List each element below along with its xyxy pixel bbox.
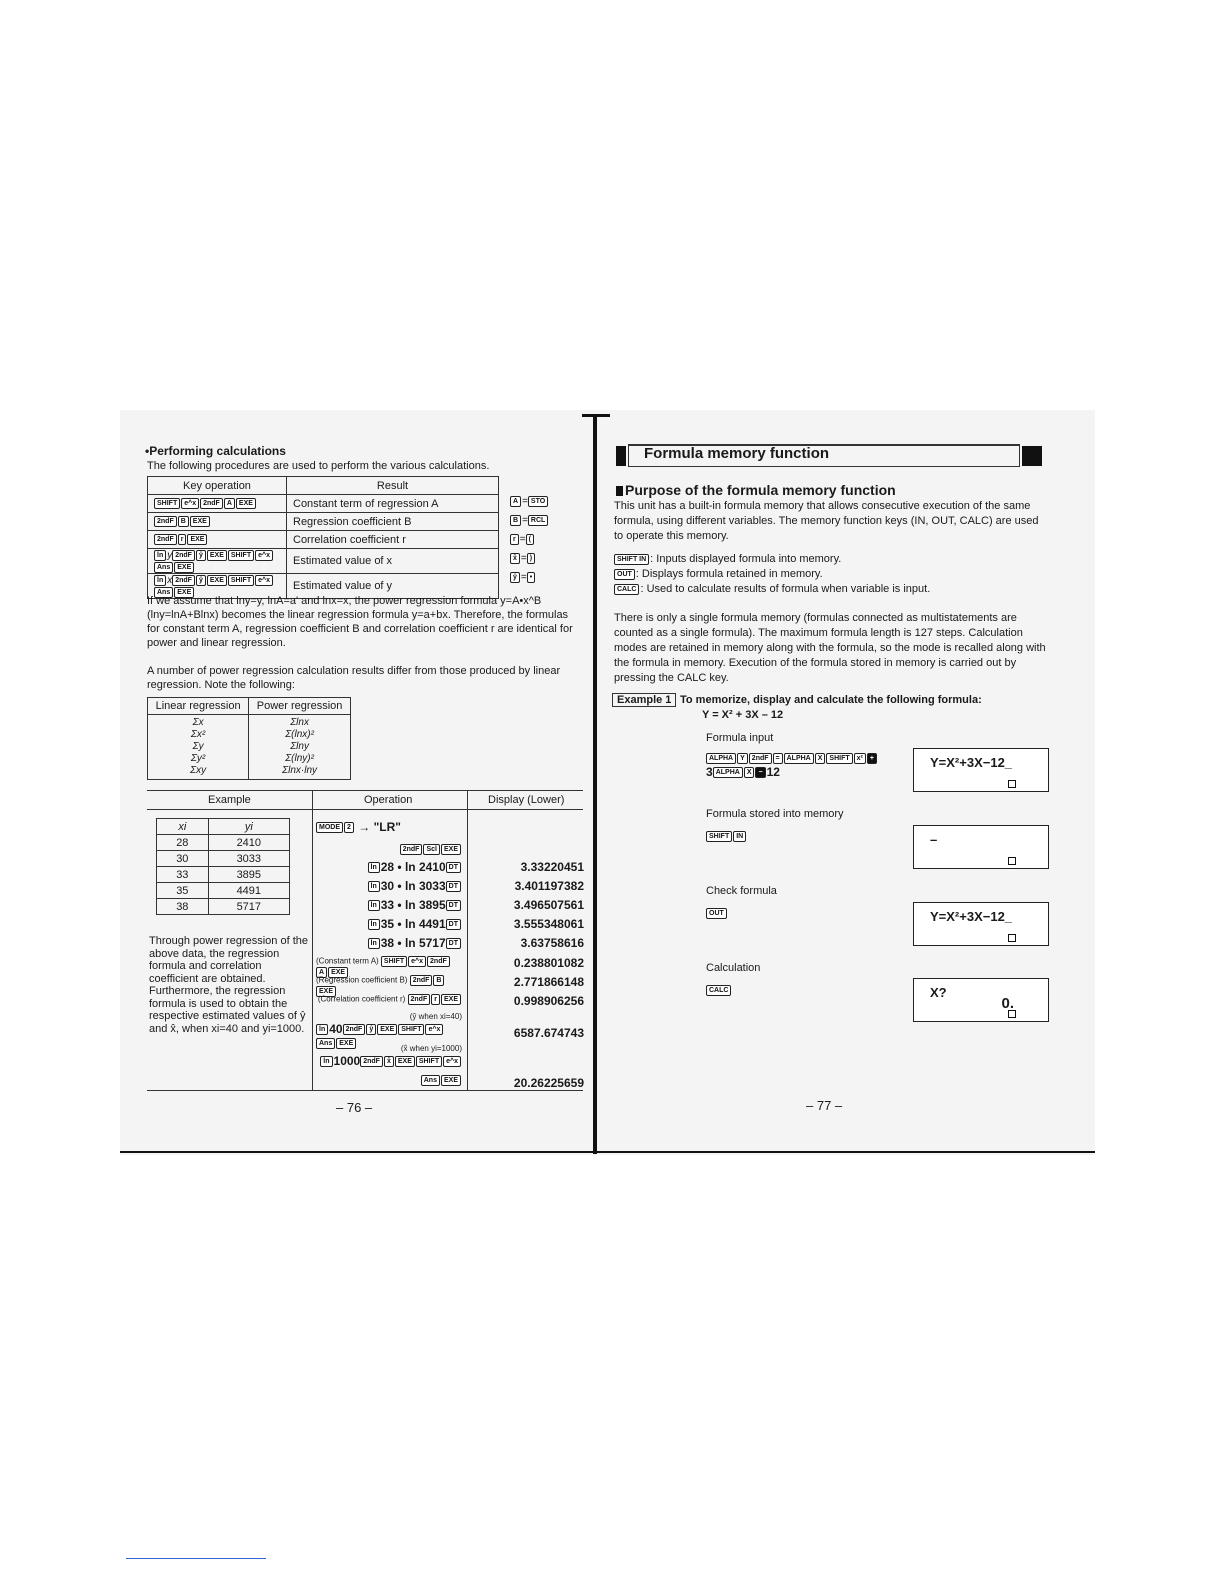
table-row: 28 2410 (157, 835, 290, 851)
table-row: Σx Σx² Σy Σy² Σxy Σlnx Σ(lnx)² Σlny Σ(lny)² Σlnx·lny (148, 715, 351, 780)
op-data-row: ln 30 • ln 3033 DT (368, 879, 463, 893)
display-indicator (1008, 934, 1016, 942)
display-calculation: X? 0. (913, 978, 1049, 1022)
example-header-bottom (147, 809, 583, 810)
op-clear: 2ndF Scl EXE (400, 842, 462, 856)
example-label: Example 1 (612, 693, 676, 707)
display-header: Display (Lower) (488, 794, 565, 806)
example-header-divider (147, 790, 583, 791)
example-header: Example (208, 794, 251, 806)
display-value: 3.401197382 (514, 879, 584, 893)
paragraph-memory: There is only a single formula memory (formulas connected as multistatements are counted as a single formula). The maximum formula length is 127 steps. Calculation modes are retained in memory along with the formula, so the mode is recalled along with the formula in memory. Execution of the formula stored in memory is carried out by pressing the CALC key. (614, 612, 1046, 684)
operation-column-divider-right (467, 790, 468, 1090)
display-formula-input: Y=X²+3X−12_ (913, 748, 1049, 792)
step-label: Formula input (706, 732, 774, 744)
key-def-in: SHIFT IN : Inputs displayed formula into memory. (614, 552, 1044, 567)
table-row: ln y 2ndF ŷ EXE SHIFT e^xAns EXE Estimated value of x (148, 549, 499, 574)
display-check: Y=X²+3X−12_ (913, 902, 1049, 946)
op-data-row: ln 28 • ln 2410 DT (368, 860, 463, 874)
table-row: ln x 2ndF ŷ EXE SHIFT e^xAns EXE Estimated value of y (148, 574, 499, 599)
table-header: xi (157, 819, 209, 835)
chapter-marker-right (1022, 446, 1042, 466)
table-row: 2ndF B EXE Regression coefficient B (148, 513, 499, 531)
operation-header: Operation (364, 794, 413, 806)
display-value: 2.771866148 (513, 975, 584, 989)
step-keys: SHIFT IN (706, 828, 747, 846)
link-underline (126, 1558, 266, 1559)
display-indicator (1008, 780, 1016, 788)
bottom-rule (120, 1151, 1095, 1153)
operation-column-divider-left (312, 790, 313, 1090)
key-definitions (614, 552, 1044, 597)
section-title: Purpose of the formula memory function (625, 482, 896, 498)
table-row: 30 3033 (157, 851, 290, 867)
paragraph-power-regression: If we assume that lny=y, lnA=a' and lnx=x, the power regression formula y=A•x^B (lny=lnA+Blnx) becomes the linear regression formula y=a+bx. Therefore, the formulas for constant term A, regression coefficient B and correlation coefficient r are identical for power and linear regression. (147, 595, 573, 649)
display-stored: – (913, 825, 1049, 869)
op-est-x: ln 1000 2ndF x̂ EXE SHIFT e^x (320, 1054, 462, 1068)
spine (593, 416, 597, 1154)
table-header: Power regression (249, 698, 351, 715)
display-value: 3.63758616 (520, 936, 584, 950)
table-row: 2ndF r EXE Correlation coefficient r (148, 531, 499, 549)
key-def-calc: CALC : Used to calculate results of formula when variable is input. (614, 582, 1044, 597)
op-data-row: ln 33 • ln 3895 DT (368, 898, 463, 912)
display-value: 3.33220451 (520, 860, 584, 874)
op-est-y: ln 40 2ndF ŷ EXE SHIFT e^xAns EXE (316, 1022, 462, 1050)
book-spread (120, 410, 1095, 1155)
mode-op: MODE 2 → "LR" (316, 820, 401, 834)
table-header: Result (287, 477, 499, 495)
op-regression-coefficient: (Regression coefficient B) 2ndF BEXE (316, 975, 462, 997)
key-operation-table (147, 476, 499, 599)
op-est-y-label: (ŷ when xi=40) (409, 1012, 462, 1021)
op-data-row: ln 35 • ln 4491 DT (368, 917, 463, 931)
step-label: Formula stored into memory (706, 808, 844, 820)
example-description: Through power regression of the above data, the regression formula and correlation coefficient are obtained. Furthermore, the regression formula is used to obtain the respective estimated values of ŷ and x̂, when xi=40 and yi=1000. (149, 935, 308, 1035)
table-header: yi (208, 819, 289, 835)
display-value: 3.555348061 (513, 917, 584, 931)
table-row: 33 3895 (157, 867, 290, 883)
example-formula: Y = X² + 3X – 12 (702, 709, 784, 721)
operations-column (316, 814, 462, 1090)
chapter-title: Formula memory function (644, 445, 830, 462)
intro-text: The following procedures are used to perform the various calculations. (147, 460, 490, 472)
step-keys: CALC (706, 982, 732, 1000)
table-header: Key operation (148, 477, 287, 495)
data-table (156, 818, 290, 915)
page-number-left: – 76 – (336, 1100, 373, 1115)
display-value: 20.26225659 (513, 1076, 584, 1090)
step-label: Check formula (706, 885, 777, 897)
key-def-out: OUT : Displays formula retained in memory. (614, 567, 1044, 582)
op-est-x-label: (x̂ when yi=1000) (400, 1044, 462, 1053)
op-data-row: ln 38 • ln 5717 DT (368, 936, 463, 950)
regression-comparison-table (147, 697, 351, 780)
step-label: Calculation (706, 962, 761, 974)
op-constant-term: (Constant term A) SHIFT e^x 2ndFA EXE (316, 956, 462, 978)
intro-text: This unit has a built-in formula memory that allows consecutive execution of the same formula, using different variables. The memory function keys (IN, OUT, CALC) are used to operate this memory. (614, 500, 1039, 542)
display-value: 6587.674743 (513, 1026, 584, 1040)
op-correlation-coefficient: (Correlation coefficient r) 2ndF r EXE (318, 994, 462, 1005)
display-value: 3.496507561 (513, 898, 584, 912)
display-value: 0.238801082 (513, 956, 584, 970)
chapter-marker (616, 446, 626, 466)
step-keys: ALPHA Y 2ndF = ALPHA X SHIFT x² + 3 ALPHA X − 12 (706, 751, 906, 779)
section-marker (616, 486, 623, 496)
display-value: 0.998906256 (513, 994, 584, 1008)
table-row: 38 5717 (157, 899, 290, 915)
table-row: 35 4491 (157, 883, 290, 899)
paragraph-differences: A number of power regression calculation results differ from those produced by linear regression. Note the following: (147, 665, 561, 691)
step-keys: OUT (706, 905, 728, 923)
page-number-right: – 77 – (806, 1098, 843, 1113)
display-indicator (1008, 1010, 1016, 1018)
display-column (470, 814, 584, 1090)
display-indicator (1008, 857, 1016, 865)
memory-key-column: A = STO B = RCL r = ( x̂ = ) ŷ = • (510, 496, 560, 591)
table-header: Linear regression (148, 698, 249, 715)
op-est-x-cont: Ans EXE (421, 1073, 462, 1087)
section-title: •Performing calculations (145, 444, 286, 458)
example-bottom-rule (147, 1090, 583, 1091)
table-row: SHIFT e^x 2ndF A EXE Constant term of regression A (148, 495, 499, 513)
example-title: To memorize, display and calculate the following formula: (680, 694, 982, 706)
